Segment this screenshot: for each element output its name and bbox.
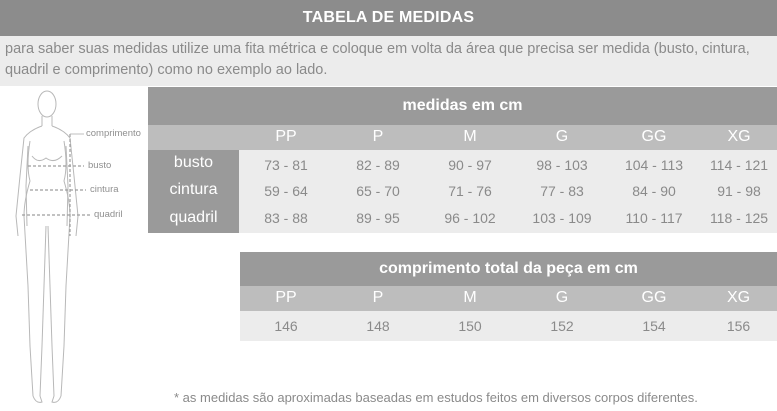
table-cell: 110 - 117 [625, 210, 683, 226]
length-header-m: M [463, 289, 477, 306]
table-cell: 65 - 70 [356, 183, 400, 199]
length-size-header [240, 286, 777, 311]
row-label-cintura: cintura [169, 181, 218, 198]
table-cell: 59 - 64 [264, 183, 308, 199]
table-cell: 103 - 109 [532, 210, 592, 226]
table-row-length [240, 318, 777, 334]
table-row-cintura [240, 183, 777, 199]
length-header-xg: XG [726, 289, 751, 306]
table-cell: 148 [366, 318, 390, 334]
table-cell: 156 [726, 318, 751, 334]
footnote: * as medidas são aproximadas baseadas em estudos feitos em diversos corpos diferentes. [174, 390, 698, 405]
row-label-quadril: quadril [169, 209, 218, 226]
measures-values [239, 150, 777, 233]
table-cell: 96 - 102 [444, 210, 496, 226]
table-cell: 82 - 89 [356, 157, 400, 173]
label-cintura: cintura [90, 184, 119, 195]
table-row-busto [240, 157, 777, 173]
row-label-busto: busto [173, 154, 214, 171]
length-header-row [240, 289, 777, 307]
size-header-g: G [555, 128, 569, 145]
body-figure [0, 86, 150, 411]
length-values [240, 311, 777, 341]
size-header-row [240, 128, 777, 146]
size-header-xg: XG [727, 128, 751, 145]
page-title: TABELA DE MEDIDAS [302, 9, 475, 26]
table-cell: 84 - 90 [632, 183, 676, 199]
measures-size-header [148, 125, 777, 150]
length-header-gg: GG [641, 289, 667, 306]
table-cell: 91 - 98 [717, 183, 761, 199]
length-header-pp: PP [275, 289, 297, 306]
table-cell: 73 - 81 [264, 157, 308, 173]
table-cell: 152 [550, 318, 574, 334]
length-header-p: P [372, 289, 384, 306]
table-row-quadril [240, 210, 777, 226]
table-cell: 83 - 88 [264, 210, 308, 226]
table-cell: 118 - 125 [709, 210, 769, 226]
table-cell: 114 - 121 [709, 157, 769, 173]
table-cell: 154 [642, 318, 666, 334]
table-cell: 98 - 103 [536, 157, 588, 173]
size-header-gg: GG [641, 128, 667, 145]
measures-row-labels [148, 150, 239, 233]
length-title: comprimento total da peça em cm [240, 252, 777, 286]
intro-text: para saber suas medidas utilize uma fita métrica e coloque em volta da área que precisa ser medida (busto, cintura, quadril e comprimento) como no exemplo ao lado. [0, 36, 777, 86]
size-header-p: P [372, 128, 384, 145]
table-cell: 146 [274, 318, 298, 334]
size-header-pp: PP [275, 128, 297, 145]
label-quadril: quadril [94, 209, 123, 220]
page-header [0, 0, 777, 36]
length-header-g: G [555, 289, 569, 306]
measures-title: medidas em cm [148, 87, 777, 125]
table-cell: 77 - 83 [540, 183, 584, 199]
table-cell: 104 - 113 [624, 157, 684, 173]
table-cell: 90 - 97 [448, 157, 492, 173]
table-cell: 89 - 95 [356, 210, 400, 226]
table-cell: 150 [458, 318, 482, 334]
table-cell: 71 - 76 [448, 183, 492, 199]
label-busto: busto [88, 160, 112, 171]
size-header-m: M [463, 128, 477, 145]
label-comprimento: comprimento [86, 128, 141, 139]
